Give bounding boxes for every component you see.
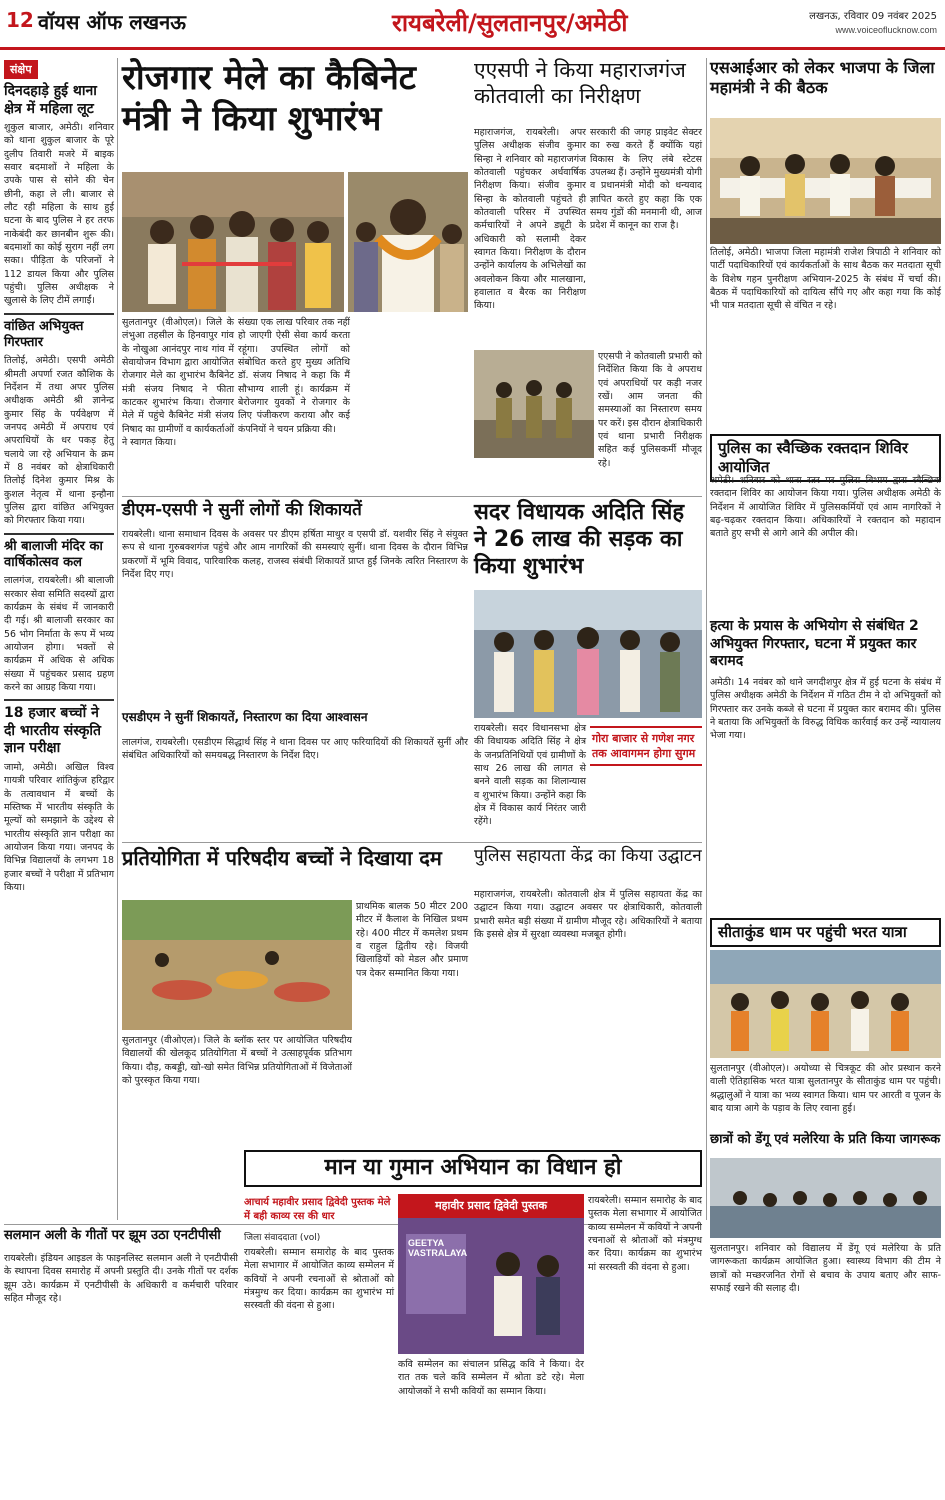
aditi-photo	[474, 590, 702, 718]
blood-headline-box	[710, 434, 941, 476]
briefs-label: संक्षेप	[4, 60, 38, 79]
maan-photo	[398, 1194, 584, 1354]
attempt-body: अमेठी। 14 नवंबर को थाने जगदीशपुर क्षेत्र में हुई घटना के संबंध में पुलिस अधीक्षक अमेठी के निर्देशन में गठित टीम ने दो अभियुक्तों को गिरफ्तार कर उनके कब्जे से घटना में प्रयुक्त कार बरामद की। पुलिस ने बताया कि अभियुक्तों के विरुद्ध विधिक कार्रवाई कर उन्हें न्यायालय भेजा गया।	[710, 677, 941, 742]
aditi-body: रायबरेली। सदर विधानसभा क्षेत्र की विधायक अदिति सिंह ने क्षेत्र के जनप्रतिनिधियों एवं ग्रामीणों के साथ 26 लाख की लागत से बनने वाली सड़क का शिलान्यास व शुभारंभ किया। उन्होंने कहा कि क्षेत्र में विकास कार्य निरंतर जारी रहेंगे।	[474, 723, 586, 828]
sdm-headline: एसडीएम ने सुनीं शिकायतें, निस्तारण का दिया आश्वासन	[122, 710, 368, 724]
asp-body: महाराजगंज, रायबरेली। अपर पुलिस अधीक्षक संजीव कुमार सिन्हा ने शनिवार को महाराजगंज कोतवाली पहुंचकर अर्धवार्षिक निरीक्षण किया। संजीव कुमार सिन्हा के कोतवाली पहुंचते ही कोतवाली परिसर में उपस्थित कर्मचारियों ने अपने ड्यूटी के अधिकारी को सलामी देकर स्वागत किया। निरीक्षण के दौरान उन्होंने कार्यालय के अभिलेखों का अवलोकन किया और मालखाना, हवालात व बैरक का निरीक्षण किया।	[474, 127, 586, 312]
attempt-headline: हत्या के प्रयास के अभियोग से संबंधित 2 अभियुक्त गिरफ्तार, घटना में प्रयुक्त कार बरामद	[710, 618, 919, 669]
maan-body-3: रायबरेली। सम्मान समारोह के बाद पुस्तक मेला सभागार में आयोजित काव्य सम्मेलन में कवियों ने अपनी रचनाओं से श्रोताओं को मंत्रमुग्ध कर दिया। कार्यक्रम का शुभारंभ मां सरस्वती की वंदना से हुआ।	[588, 1195, 702, 1273]
brief-body-3: लालगंज, रायबरेली। श्री बालाजी सरकार सेवा समिति सदस्यों द्वारा कार्यक्रम के संबंध में जानकारी दी गई। श्री बालाजी सरकार का 56 भोग निर्माता के रूप में भव्य आयोजन होगा। भक्तों से कार्यक्रम में अधिक से अधिक संख्या में पहुंचकर प्रसाद ग्रहण करने का आग्रह किया गया।	[4, 575, 114, 694]
sitakund-headline-box	[710, 918, 941, 946]
rojgar-body-third: सरकारी की जगह प्राइवेट सेक्टर का रुख करते हैं क्योंकि यहां विकास के लिए लंबे स्टेटस उपलब्ध हैं। उन्होंने मुख्यमंत्री योगी व प्रधानमंत्री मोदी को धन्यवाद ज्ञापित करते हुए कहा कि एक समय गुंडों की मनमानी थी, आज प्रदेश में कानून का राज है।	[590, 127, 702, 232]
maan-banner-sub: GEETYA VASTRALAYA	[408, 1238, 468, 1258]
rojgar-body-right: संख्या एक लाख परिवार तक नहीं हो जाएगी ऐसी सेवा कार्य करता रहूंगा। उपस्थित लोगों को संबोधित करते हुए मुख्य अतिथि डॉ. संजय निषाद ने कहा कि मैं सौभाग्य शाली हूं। कार्यक्रम में बेरोजगार युवकों ने रोजगार के लिए पंजीकरण कराया और कई कंपनियों ने चयन प्रक्रिया की।	[238, 317, 350, 435]
asp-headline: एएसपी ने किया महाराजगंज कोतवाली का निरीक्षण	[474, 58, 686, 108]
police-help-headline-box	[474, 846, 702, 886]
blood-body: अमेठी। शनिवार को थाना स्तर पर पुलिस विभाग द्वारा स्वैच्छिक रक्तदान शिविर का आयोजन किया गया। पुलिस अधीक्षक अमेठी के निर्देशन में आयोजित शिविर में पुलिसकर्मियों एवं आम नागरिकों ने बढ़-चढ़कर रक्तदान किया। अधिकारियों ने रक्तदान को महादान बताते हुए सभी से आगे आने की अपील की।	[710, 475, 941, 540]
salman-headline: सलमान अली के गीतों पर झूम उठा एनटीपीसी	[4, 1228, 221, 1243]
asp-body-2: एएसपी ने कोतवाली प्रभारी को निर्देशित किया कि वे अपराध एवं अपराधियों पर कड़ी नजर रखें। आम जनता की समस्याओं का निस्तारण समय पर करें। इस दौरान क्षेत्राधिकारी एवं थाना प्रभारी निरीक्षक सहित कई पुलिसकर्मी मौजूद रहे।	[598, 351, 702, 469]
page-number: 12	[6, 8, 34, 32]
maan-banner-text: महावीर प्रसाद द्विवेदी पुस्तक	[435, 1199, 547, 1212]
sitakund-headline: सीताकुंड धाम पर पहुंची भरत यात्रा	[710, 918, 941, 947]
dengue-body: सुलतानपुर। शनिवार को विद्यालय में डेंगू एवं मलेरिया के प्रति जागरूकता कार्यक्रम आयोजित हुआ। स्वास्थ्य विभाग की टीम ने छात्रों को मच्छरजनित रोगों से बचाव के उपाय बताए और साफ-सफाई रखने की सलाह दी।	[710, 1243, 941, 1295]
asp-photo	[474, 350, 594, 458]
sir-photo	[710, 118, 941, 244]
dengue-headline-box	[710, 1132, 941, 1156]
brief-body-2: तिलोई, अमेठी। एसपी अमेठी श्रीमती अपर्णा रजत कौशिक के निर्देशन में तथा अपर पुलिस अधीक्षक अमेठी श्री ज्ञानेन्द्र कुमार सिंह के पर्यवेक्षण में जनपद अमेठी में अपराध एवं अपराधियों के धर पकड़ हेतु चलाये जा रहे अभियान के क्रम में 8 नवंबर को क्षेत्राधिकारी तिलोई दिनेश कुमार मिश्र के कुशल नेतृत्व में थाना इन्हौना पुलिस द्वारा वांछित अभियुक्त को गिरफ्तार किया गया।	[4, 355, 114, 527]
maan-headline-box	[244, 1150, 702, 1190]
sir-body: तिलोई, अमेठी। भाजपा जिला महामंत्री राजेश त्रिपाठी ने शनिवार को पार्टी पदाधिकारियों एवं कार्यकर्ताओं के साथ बैठक कर मतदाता सूची के विशेष गहन पुनरीक्षण अभियान-2025 के संबंध में चर्चा की। बैठक में पदाधिकारियों को दायित्व सौंपे गए और कहा गया कि कोई भी पात्र मतदाता सूची से वंचित न रहे।	[710, 247, 941, 312]
maan-body: रायबरेली। सम्मान समारोह के बाद पुस्तक मेला सभागार में आयोजित काव्य सम्मेलन में कवियों ने अपनी रचनाओं से श्रोताओं को मंत्रमुग्ध कर दिया। कार्यक्रम का शुभारंभ मां सरस्वती की वंदना से हुआ।	[244, 1247, 394, 1312]
pratiyogita-photo	[122, 900, 352, 1030]
salman-body: रायबरेली। इंडियन आइडल के फाइनलिस्ट सलमान अली ने एनटीपीसी के स्थापना दिवस समारोह में अपनी प्रस्तुति दी। उनके गीतों पर दर्शक झूम उठे। कार्यक्रम में एनटीपीसी के अधिकारी व कर्मचारी परिवार सहित मौजूद रहे।	[4, 1253, 238, 1305]
brief-body-4: जामो, अमेठी। अखिल विश्व गायत्री परिवार शांतिकुंज हरिद्वार के तत्वावधान में बच्चों के मस्तिष्क में भारतीय संस्कृति के मूल्यों को समझाने के उद्देश्य से भारतीय संस्कृति ज्ञान परीक्षा का आयोजन किया गया। जनपद के विभिन्न विद्यालयों के लगभग 18 हजार बच्चों ने परीक्षा में प्रतिभाग किया।	[4, 761, 114, 893]
rojgar-headline: रोजगार मेले का कैबिनेट मंत्री ने किया शुभारंभ	[122, 58, 416, 139]
sdm-headline-box	[122, 710, 468, 734]
aditi-headline: सदर विधायक अदिति सिंह ने 26 लाख की सड़क का किया शुभारंभ	[474, 500, 685, 579]
maan-headline: मान या गुमान अभियान का विधान हो	[244, 1150, 702, 1187]
pratiyogita-headline-box	[122, 846, 468, 898]
brief-title-4: 18 हजार बच्चों ने दी भारतीय संस्कृति ज्ञान परीक्षा	[4, 705, 101, 757]
sdm-body: लालगंज, रायबरेली। एसडीएम सिद्धार्थ सिंह ने थाना दिवस पर आए फरियादियों की शिकायतें सुनीं और संबंधित अधिकारियों को समयबद्ध निस्तारण के निर्देश दिए।	[122, 737, 468, 762]
masthead	[0, 0, 945, 50]
aditi-headline-box	[474, 500, 702, 586]
attempt-headline-box	[710, 618, 941, 672]
sir-headline: एसआईआर को लेकर भाजपा के जिला महामंत्री ने की बैठक	[710, 58, 935, 97]
brief-title-1: दिनदहाड़े हुई थाना क्षेत्र में महिला लूट	[4, 83, 97, 117]
rojgar-photo-2	[348, 172, 468, 312]
salman-headline-box	[4, 1228, 238, 1250]
aditi-quote: गोरा बाजार से गणेश नगर तक आवागमन होगा सुगम	[590, 722, 702, 838]
dmsp-headline: डीएम-एसपी ने सुनीं लोगों की शिकायतें	[122, 500, 362, 520]
maan-correspondent: जिला संवाददाता (vol)	[244, 1233, 321, 1243]
section-title: रायबरेली/सुलतानपुर/अमेठी	[392, 9, 628, 37]
rojgar-body-left: सुलतानपुर (वीओएल)। जिले के लंभुआ तहसील के हिनवापुर गांव के नोखुआ आनंदपुर नाथ गांव में सेवायोजन विभाग द्वारा आयोजित रोजगार मेले का शुभारंभ कैबिनेट मंत्री संजय निषाद ने फीता काटकर शुभारंभ किया। रोजगार मेले में पहुंचे कैबिनेट मंत्री संजय निषाद का ग्रामीणों व कार्यकर्ताओं ने स्वागत किया।	[122, 317, 234, 449]
rojgar-headline-box	[122, 58, 468, 168]
police-help-body: महाराजगंज, रायबरेली। कोतवाली क्षेत्र में पुलिस सहायता केंद्र का उद्घाटन किया गया। उद्घाटन अवसर पर क्षेत्राधिकारी, कोतवाली प्रभारी समेत बड़ी संख्या में ग्रामीण मौजूद रहे। अधिकारियों ने बताया कि इससे क्षेत्र में सुरक्षा व्यवस्था मजबूत होगी।	[474, 889, 702, 941]
brief-title-3: श्री बालाजी मंदिर का वार्षिकोत्सव कल	[4, 538, 103, 571]
maan-body-2: कवि सम्मेलन का संचालन प्रसिद्ध कवि ने किया। देर रात तक चले कवि सम्मेलन में श्रोता डटे रहे। मेला आयोजकों ने सभी कवियों का सम्मान किया।	[398, 1359, 584, 1397]
maan-subhead: आचार्य महावीर प्रसाद द्विवेदी पुस्तक मेले में बही काव्य रस की धार	[244, 1197, 391, 1222]
sitakund-photo	[710, 950, 941, 1058]
dmsp-body: रायबरेली। थाना समाधान दिवस के अवसर पर डीएम हर्षिता माथुर व एसपी डॉ. यशवीर सिंह ने संयुक्त रूप से थाना गुरुबक्शगंज पहुंचे और आम नागरिकों की समस्याएं सुनीं। थाना दिवस के दौरान विभिन्न प्रकरणों में भूमि विवाद, पारिवारिक कलह, राजस्व संबंधी शिकायतें प्राप्त हुईं जिनके त्वरित निस्तारण के निर्देश दिए गए।	[122, 529, 468, 581]
pratiyogita-headline: प्रतियोगिता में परिषदीय बच्चों ने दिखाया दम	[122, 846, 442, 870]
police-help-headline: पुलिस सहायता केंद्र का किया उद्घाटन	[474, 846, 702, 866]
issue-date: लखनऊ, रविवार 09 नवंबर 2025	[809, 11, 937, 22]
rojgar-photo	[122, 172, 344, 312]
asp-headline-box	[474, 58, 702, 124]
dengue-photo	[710, 1158, 941, 1238]
brief-title-2: वांछित अभियुक्त गिरफ्तार	[4, 318, 84, 351]
dengue-headline: छात्रों को डेंगू एवं मलेरिया के प्रति किया जागरूक	[710, 1132, 941, 1147]
maan-subhead-box	[244, 1194, 394, 1228]
pratiyogita-body: सुलतानपुर (वीओएल)। जिले के ब्लॉक स्तर पर आयोजित परिषदीय विद्यालयों की खेलकूद प्रतियोगिता में बच्चों ने उत्साहपूर्वक प्रतिभाग किया। दौड़, कबड्डी, खो-खो समेत विभिन्न प्रतियोगिताओं में विजेताओं को पुरस्कृत किया गया।	[122, 1035, 352, 1087]
pratiyogita-body-2: प्राथमिक बालक 50 मीटर 200 मीटर में कैलाश के निखिल प्रथम रहे। 400 मीटर में कमलेश प्रथम व राहुल द्वितीय रहे। विजयी खिलाड़ियों को मेडल और प्रमाण पत्र देकर सम्मानित किया गया।	[356, 901, 468, 979]
blood-headline: पुलिस का स्वैच्छिक रक्तदान शिविर आयोजित	[710, 434, 941, 482]
sitakund-body: सुलतानपुर (वीओएल)। अयोध्या से चित्रकूट की ओर प्रस्थान करने वाली ऐतिहासिक भरत यात्रा सुलतानपुर के सीताकुंड धाम पर पहुंची। श्रद्धालुओं ने यात्रा का भव्य स्वागत किया। धाम पर आरती व पूजन के बाद यात्रा आगे के पड़ाव के लिए रवाना हुई।	[710, 1063, 941, 1115]
brief-body-1: शुकुल बाजार, अमेठी। शनिवार को थाना शुकुल बाजार के पूरे दुलीप तिवारी मजरे में बाइक सवार बदमाशों ने महिला के उपके पास से सोने की चेन छीनी, कहा ले ली। बाजार से लौट रही महिला के साथ हुई घटना के बाद पुलिस ने हर तरफ नाकेबंदी कर छानबीन शुरू की। बदमाशों का कोई सुराग नहीं लग सका। पीड़िता के परिजनों ने 112 डायल किया और पुलिस पहुंची। पुलिस अधीक्षक ने खुलासे के लिए टीमें लगाईं।	[4, 122, 114, 307]
website: www.voiceoflucknow.com	[835, 25, 937, 35]
dmsp-headline-box	[122, 500, 468, 526]
briefs-column	[4, 58, 114, 1220]
sir-headline-box	[710, 58, 941, 116]
paper-name: वॉयस ऑफ लखनऊ	[38, 10, 186, 34]
